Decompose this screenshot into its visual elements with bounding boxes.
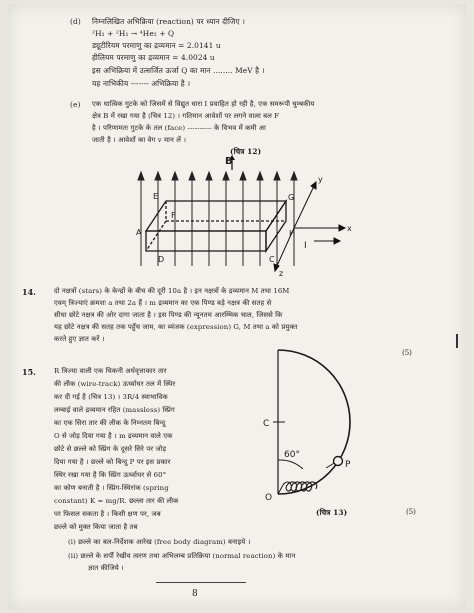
energy-question: इस अभिक्रिया में उत्सर्जित ऊर्जा Q का मान ........ MeV है ।: [92, 66, 265, 75]
q15-sub-i: (i) छल्ले का बल-निर्देशक आरेख (free body diagram) बनाइये ।: [68, 538, 251, 546]
angle-arc: [278, 460, 303, 469]
deuterium-mass: ड्यूटीरियम परमाणु का द्रव्यमान = 2.0141 u: [92, 41, 221, 50]
question-15-number: 15.: [22, 367, 36, 377]
q14-marks: (5): [402, 349, 412, 357]
label-x: x: [347, 224, 352, 233]
label-e: E: [153, 192, 159, 201]
q14-line-5: करते हुए ज्ञात करें ।: [54, 335, 105, 343]
q15-sub-ii-line-2: ज्ञात कीजिये ।: [88, 564, 124, 572]
ring: [334, 457, 343, 466]
question-14-number: 14.: [22, 287, 36, 297]
label-c: C: [269, 255, 275, 264]
figure-12-caption: (चित्र 12): [230, 147, 262, 156]
label-p: P: [345, 460, 351, 470]
figure-13-diagram: [263, 342, 383, 502]
q14-line-3: सीधा छोटे नक्षत्र की ओर दागा जाता है । इस पिण्ड की न्यूनतम आरम्भिक चाल, जिससे कि: [54, 311, 283, 319]
label-o: O: [265, 493, 273, 503]
q15-sub-ii-line-1: (ii) छल्ले के सर्पी रेखीय त्वरण तथा अभिलम्ब प्रतिक्रिया (normal reaction) के मान: [68, 552, 296, 560]
part-d-title: निम्नलिखित अभिक्रिया (reaction) पर ध्यान दीजिए ।: [92, 17, 246, 26]
label-b: B: [225, 156, 233, 167]
label-d: D: [158, 255, 165, 264]
q14-line-4: यह छोटे नक्षत्र की सतह तक पहुँच जाय, का व्यंजक (expression) G, M तथा a को प्रयुक्त: [54, 323, 298, 331]
q15-line-6: O से जोड़ दिया गया है । m द्रव्यमान वाले एक: [54, 432, 173, 440]
part-d-label: (d): [70, 17, 81, 26]
q15-line-4: लम्बाई वाले द्रव्यमान रहित (massless) स्प्रिंग: [54, 406, 175, 414]
label-i: I: [304, 241, 307, 251]
label-h: H: [289, 229, 296, 238]
page-number: 8: [192, 589, 198, 599]
q15-line-2: की लीक (wire-track) ऊर्ध्वाधर तल में स्थिर: [54, 380, 176, 388]
page-divider: [156, 582, 246, 583]
q15-line-7: छोटे से छल्ले को स्प्रिंग के दूसरे सिरे पर जोड़: [54, 445, 167, 453]
q14-line-2: एवम् त्रिज्याएं क्रमशः a तथा 2a हैं । m द्रव्यमान का एक पिण्ड बड़े नक्षत्र की सतह से: [54, 299, 272, 307]
q15-marks: (5): [406, 508, 416, 516]
spring: [278, 462, 336, 494]
q14-line-1: दो नक्षत्रों (stars) के केन्द्रों के बीच की दूरी 10a है । इन नक्षत्रों के द्रव्यमान M तथा 16M: [54, 287, 290, 295]
q15-line-9: स्थिर रखा गया है कि स्प्रिंग ऊर्ध्वाधर से 60°: [54, 471, 167, 479]
field-lines: [138, 172, 297, 266]
q15-line-10: का कोण बनाती है । स्प्रिंग-स्थिरांक (spring: [54, 484, 169, 492]
q15-line-13: छल्ले को मुक्त किया जाता है तब: [54, 523, 138, 531]
label-f: F: [171, 211, 176, 220]
helium-mass: हीलियम परमाणु का द्रव्यमान = 4.0024 u: [92, 53, 215, 62]
q15-line-5: का एक सिरा तार की लीक के निम्नतम बिन्दु: [54, 419, 166, 427]
margin-mark: [456, 334, 458, 348]
label-z: z: [279, 269, 284, 278]
label-y: y: [318, 175, 323, 184]
q15-line-1: R त्रिज्या वाली एक चिकनी अर्धवृत्ताकार तार: [54, 367, 167, 375]
reaction-type-question: यह नाभिकीय ------- अभिक्रिया है ।: [92, 79, 191, 88]
q15-line-8: दिया गया है । छल्ले को बिन्दु P पर इस प्रकार: [54, 458, 171, 466]
part-e-line-3: है । परिणामतः गुटके के तल (face) ---------- के विभव में कमी आ: [92, 124, 266, 132]
label-g: G: [288, 193, 295, 202]
q15-line-12: पर फिसल सकता है । किसी क्षण पर, जब: [54, 510, 161, 518]
coordinate-axes: [274, 182, 345, 271]
figure-13-caption: (चित्र 13): [316, 508, 348, 517]
q15-line-11: constant) K = mg/R. छल्ला तार की लीक: [54, 497, 179, 505]
metal-block: [146, 201, 286, 251]
part-e-line-1: एक धात्विक गुटके को जिसमें से विद्युत धारा I प्रवाहित हो रही है, एक समरूपी चुम्बकीय: [92, 100, 315, 108]
angle-label: 60°: [284, 450, 300, 460]
figure-12-diagram: [126, 156, 366, 276]
part-e-line-2: क्षेत्र B में रखा गया है (चित्र 12) । गतिमान आवेशों पर लगने वाला बल F: [92, 112, 280, 120]
q15-line-3: कर दी गई है (चित्र 13) । 3R/4 स्वाभाविक: [54, 393, 168, 401]
part-e-line-4: जाती है । आवेशों का वेग v मान लें ।: [92, 136, 187, 144]
semicircular-track: [278, 350, 350, 494]
part-e-label: (e): [70, 100, 81, 109]
label-a: A: [136, 228, 142, 237]
exam-page: [8, 4, 466, 609]
reaction-equation: ²H₁ + ²H₁ → ⁴He₂ + Q: [92, 29, 175, 38]
label-c: C: [263, 419, 270, 429]
